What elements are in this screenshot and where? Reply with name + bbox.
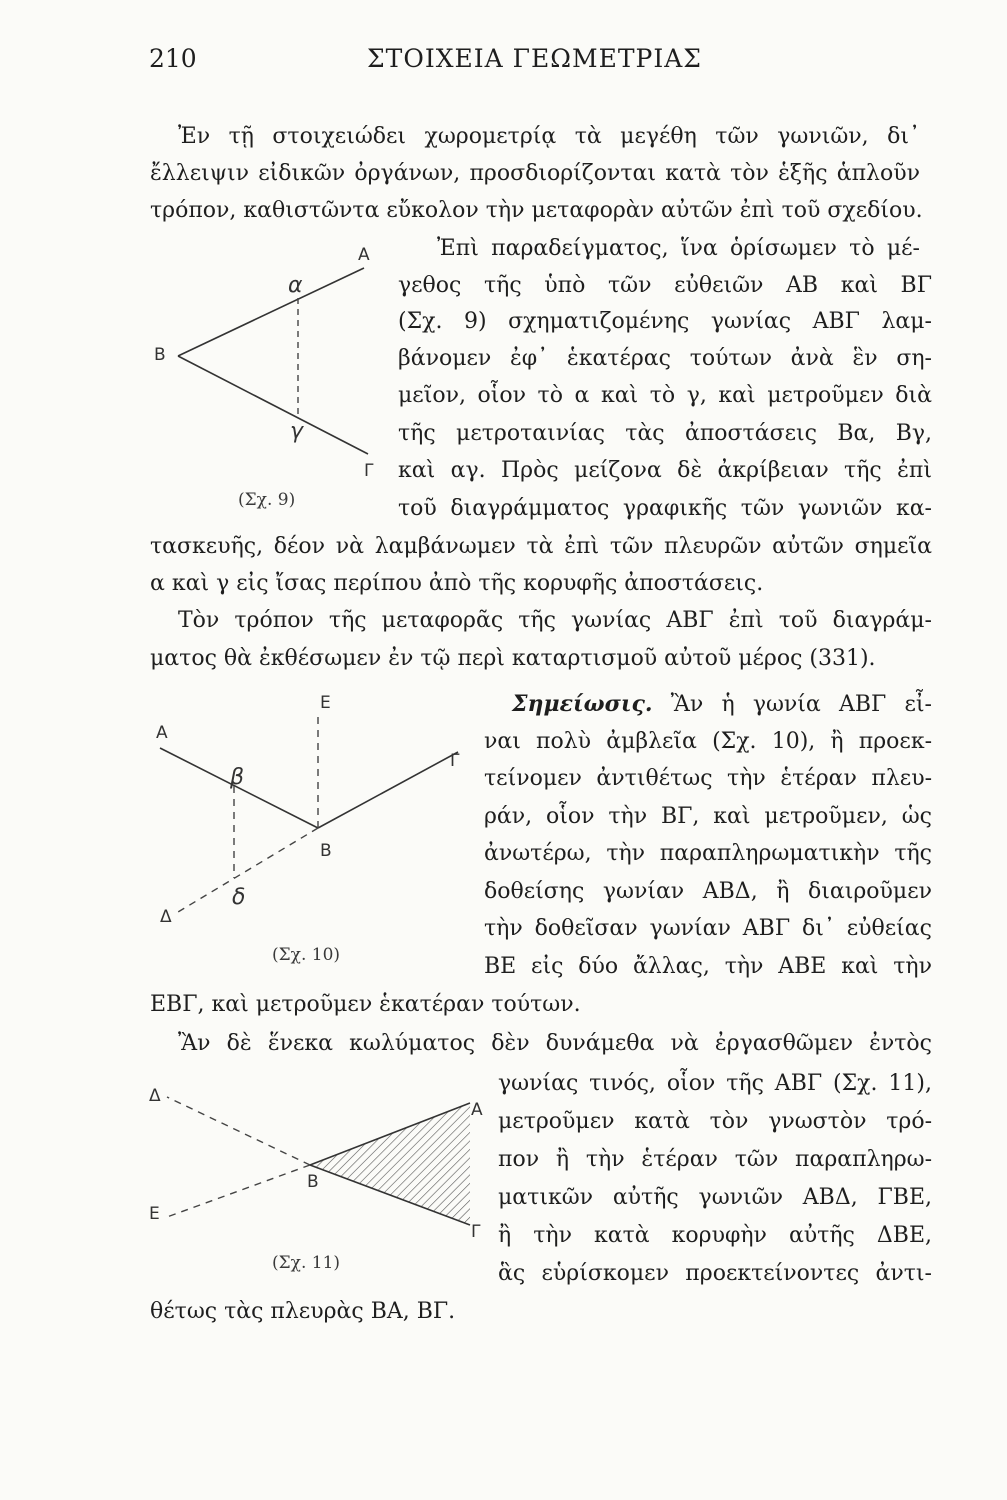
figure-10-caption: (Σχ. 10) [272,945,341,965]
text-line: μεῖον, οἷον τὸ α καὶ τὸ γ, καὶ μετροῦμεν διὰ [398,383,932,408]
text-line: τασκευῆς, δέον νὰ λαμβάνωμεν τὰ ἐπὶ τῶν πλευρῶν αὐτῶν σημεῖα [150,534,932,559]
extension-bd [167,1097,310,1165]
label-point-a: A [471,1100,483,1120]
text-line: α καὶ γ εἰς ἴσας περίπου ἀπὸ τῆς κορυφῆς ἀποστάσεις. [150,571,764,596]
text-line: τὴν δοθεῖσαν γωνίαν ΑΒΓ δι᾽ εὐθείας [484,916,932,941]
text-line: πον ἢ τὴν ἑτέραν τῶν παραπληρω- [498,1147,932,1172]
label-point-e: E [149,1204,160,1224]
label-point-e: E [320,693,331,713]
label-point-d: Δ [160,907,172,927]
figure-11-caption: (Σχ. 11) [272,1253,341,1273]
page-number: 210 [149,44,197,73]
figure-9 [150,240,390,530]
text-line: Ἐπὶ παραδείγματος, ἵνα ὁρίσωμεν τὸ μέ- [437,236,920,261]
note-text: Ἂν ἡ γωνία ΑΒΓ εἶ- [652,692,932,717]
text-line: ἃς εὑρίσκομεν προεκτείνοντες ἀντι- [498,1261,932,1286]
ray-bg [318,752,458,828]
note-heading: Σημείωσις. [512,691,653,717]
text-line: Ἐν τῇ στοιχειώδει χωρομετρίᾳ τὰ μεγέθη τῶν γωνιῶν, δι᾽ [178,124,920,149]
text-line: γεθος τῆς ὑπὸ τῶν εὐθειῶν ΑΒ καὶ ΒΓ [398,273,932,298]
text-line: ΕΒΓ, καὶ μετροῦμεν ἑκατέραν τούτων. [150,992,581,1017]
text-line: τῆς μετροταινίας τὰς ἀποστάσεις Βα, Βγ, [398,421,932,446]
extension-be [167,1165,310,1217]
text-line [512,690,932,719]
figure-10 [150,690,480,970]
label-point-b: B [307,1172,319,1192]
text-line: ΒΕ εἰς δύο ἄλλας, τὴν ΑΒΕ καὶ τὴν [484,954,932,979]
label-point-a: A [156,723,168,743]
text-line: (Σχ. 9) σχηματιζομένης γωνίας ΑΒΓ λαμ- [398,309,932,334]
ray-ba [178,268,364,356]
text-line: ματικῶν αὐτῆς γωνιῶν ΑΒΔ, ΓΒΕ, [498,1185,932,1210]
text-line: βάνομεν ἐφ᾽ ἑκατέρας τούτων ἀνὰ ἓν ση- [398,346,932,371]
label-gamma: γ [290,419,304,444]
label-point-g: Γ [450,751,460,771]
text-line: ἔλλειψιν εἰδικῶν ὀργάνων, προσδιορίζονται κατὰ τὸν ἑξῆς ἁπλοῦν [150,161,920,186]
text-line: καὶ αγ. Πρὸς μείζονα δὲ ἀκρίβειαν τῆς ἐπὶ [398,458,932,483]
text-line: θέτως τὰς πλευρὰς ΒΑ, ΒΓ. [150,1299,456,1324]
label-point-b: B [320,841,332,861]
label-point-g: Γ [471,1222,481,1242]
label-point-b: B [154,345,166,365]
label-delta: δ [232,885,246,910]
text-line: Ἂν δὲ ἕνεκα κωλύματος δὲν δυνάμεθα νὰ ἐργασθῶμεν ἐντὸς [178,1031,932,1056]
running-title: ΣΤΟΙΧΕΙΑ ΓΕΩΜΕΤΡΙΑΣ [367,44,702,73]
extension-bd [178,828,318,912]
text-line: Τὸν τρόπον τῆς μεταφορᾶς τῆς γωνίας ΑΒΓ ἐπὶ τοῦ διαγράμ- [178,608,932,633]
text-line: μετροῦμεν κατὰ τὸν γνωστὸν τρό- [498,1109,932,1134]
text-line: τείνομεν ἀντιθέτως τὴν ἑτέραν πλευ- [484,766,932,791]
label-point-a: A [358,245,370,265]
text-line: ναι πολὺ ἀμβλεῖα (Σχ. 10), ἢ προεκ- [484,729,932,754]
text-line: δοθείσης γωνίαν ΑΒΔ, ἢ διαιροῦμεν [484,879,932,904]
text-line: ματος θὰ ἐκθέσωμεν ἐν τῷ περὶ καταρτισμοῦ αὐτοῦ μέρος (331). [150,646,876,671]
text-line: τοῦ διαγράμματος γραφικῆς τῶν γωνιῶν κα- [398,496,932,521]
label-alpha: α [288,273,303,298]
text-line: ράν, οἷον τὴν ΒΓ, καὶ μετροῦμεν, ὡς [484,804,932,829]
ray-bg [178,356,368,454]
shaded-angle-abg [310,1103,470,1225]
figure-9-caption: (Σχ. 9) [238,490,296,510]
figure-11 [145,1075,495,1255]
text-line: τρόπον, καθιστῶντα εὔκολον τὴν μεταφορὰν αὐτῶν ἐπὶ τοῦ σχεδίου. [150,198,923,223]
label-beta: β [230,765,245,790]
text-line: ἢ τὴν κατὰ κορυφὴν αὐτῆς ΔΒΕ, [498,1223,932,1248]
label-point-g: Γ [364,461,374,481]
text-line: ἀνωτέρω, τὴν παραπληρωματικὴν τῆς [484,841,932,866]
label-point-d: Δ [149,1086,161,1106]
text-line: γωνίας τινός, οἷον τῆς ΑΒΓ (Σχ. 11), [498,1071,932,1096]
